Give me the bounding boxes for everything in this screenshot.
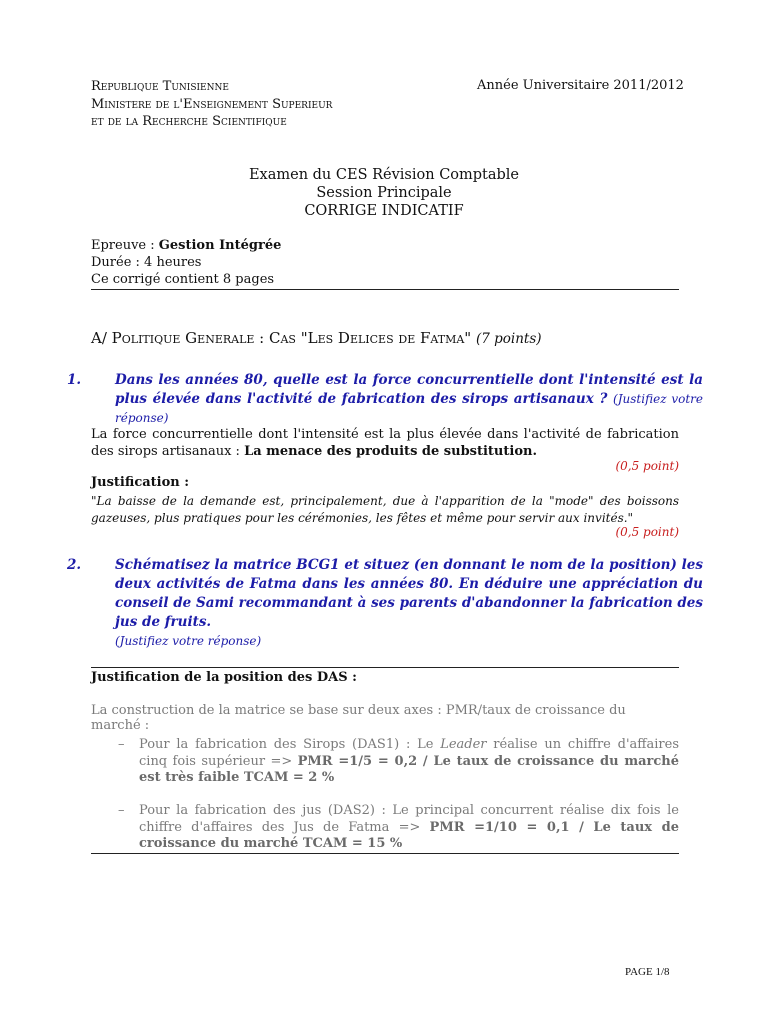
justification-points: (0,5 point) (615, 525, 679, 539)
das-bullet-1-part: Pour la fabrication des Sirops (DAS1) : Le (139, 737, 441, 752)
answer-1 (91, 426, 679, 460)
page-number: PAGE 1/8 (625, 966, 670, 978)
das-bullet-2-bold: PMR =1/10 = 0,1 / Le taux de croissance du marché TCAM = 15 % (139, 819, 679, 851)
question-2-number: 2. (67, 557, 82, 573)
question-1-hint: (Justifiez votre réponse) (115, 392, 703, 425)
das-bullet-1-part: réalise un chiffre d'affaires cinq fois supérieur => (139, 737, 680, 769)
exam-title: Examen du CES Révision Comptable (248, 167, 520, 183)
institution-line-2: Ministere de l'Enseignement Superieur (91, 96, 333, 112)
section-a-points: (7 points) (475, 331, 542, 347)
das-bullet-2-part: Pour la fabrication des jus (DAS2) : Le principal concurrent réalise dix fois le chiffre d'affaires des Jus de Fatma => (139, 803, 679, 835)
question-1 (67, 371, 703, 428)
das-top-divider (91, 667, 679, 668)
bullet-dash: – (118, 737, 125, 752)
question-1-text: Dans les années 80, quelle est la force concurrentielle dont l'intensité est la plus élevée dans l'activité de fabrication des sirops artisanaux ? (115, 372, 703, 407)
exam-corrige: CORRIGE INDICATIF (304, 203, 464, 219)
institution-line-1: Republique Tunisienne (91, 79, 229, 94)
question-2 (67, 556, 703, 651)
epreuve-value: Gestion Intégrée (158, 238, 282, 253)
epreuve-line (91, 237, 281, 254)
duree-line: Durée : 4 heures (91, 255, 202, 270)
das-bullet-1 (118, 737, 679, 787)
justification-quote: "La baisse de la demande est, principalement, due à l'apparition de la "mode" des boissons gazeuses, plus pratiques pour les cérémonies, les fêtes et même pour servir aux invités." (91, 494, 679, 525)
bullet-dash: – (118, 803, 125, 818)
exam-meta (91, 237, 281, 288)
academic-year: Année Universitaire 2011/2012 (477, 78, 684, 93)
das-title: Justification de la position des DAS : (91, 670, 357, 685)
answer-1-points: (0,5 point) (615, 459, 679, 473)
leader-term: Leader (440, 737, 487, 752)
section-a-title (91, 329, 542, 347)
justification-label: Justification : (91, 475, 190, 490)
exam-session: Session Principale (316, 185, 452, 201)
institution-header (91, 78, 332, 131)
question-2-hint: (Justifiez votre réponse) (115, 634, 262, 648)
epreuve-label: Epreuve : (91, 238, 159, 253)
answer-1-bold: La menace des produits de substitution. (244, 444, 537, 459)
question-2-text: Schématisez la matrice BCG1 et situez (en donnant le nom de la position) les deux activités de Fatma dans les années 80. En déduire une appréciation du conseil de Sami recommandant à ses parents d'abandonner la fabrication des jus de fruits. (115, 557, 703, 630)
exam-title-block (0, 166, 768, 220)
section-a-heading: A/ Politique Generale : Cas "Les Delices de Fatma" (91, 329, 472, 347)
das-bullet-2 (118, 803, 679, 853)
das-bullet-1-text (139, 737, 679, 787)
das-bullet-2-text (139, 803, 679, 853)
answer-1-text: La force concurrentielle dont l'intensité est la plus élevée dans l'activité de fabrication des sirops artisanaux : (91, 427, 679, 459)
das-bullet-1-bold: PMR =1/5 = 0,2 / Le taux de croissance du marché est très faible TCAM = 2 % (139, 753, 679, 785)
header-divider (91, 289, 679, 290)
das-intro: La construction de la matrice se base sur deux axes : PMR/taux de croissance du marché : (91, 703, 626, 733)
pages-line: Ce corrigé contient 8 pages (91, 272, 275, 287)
das-bottom-divider (91, 853, 679, 854)
institution-line-3: et de la Recherche Scientifique (91, 114, 287, 129)
question-1-number: 1. (67, 372, 82, 388)
